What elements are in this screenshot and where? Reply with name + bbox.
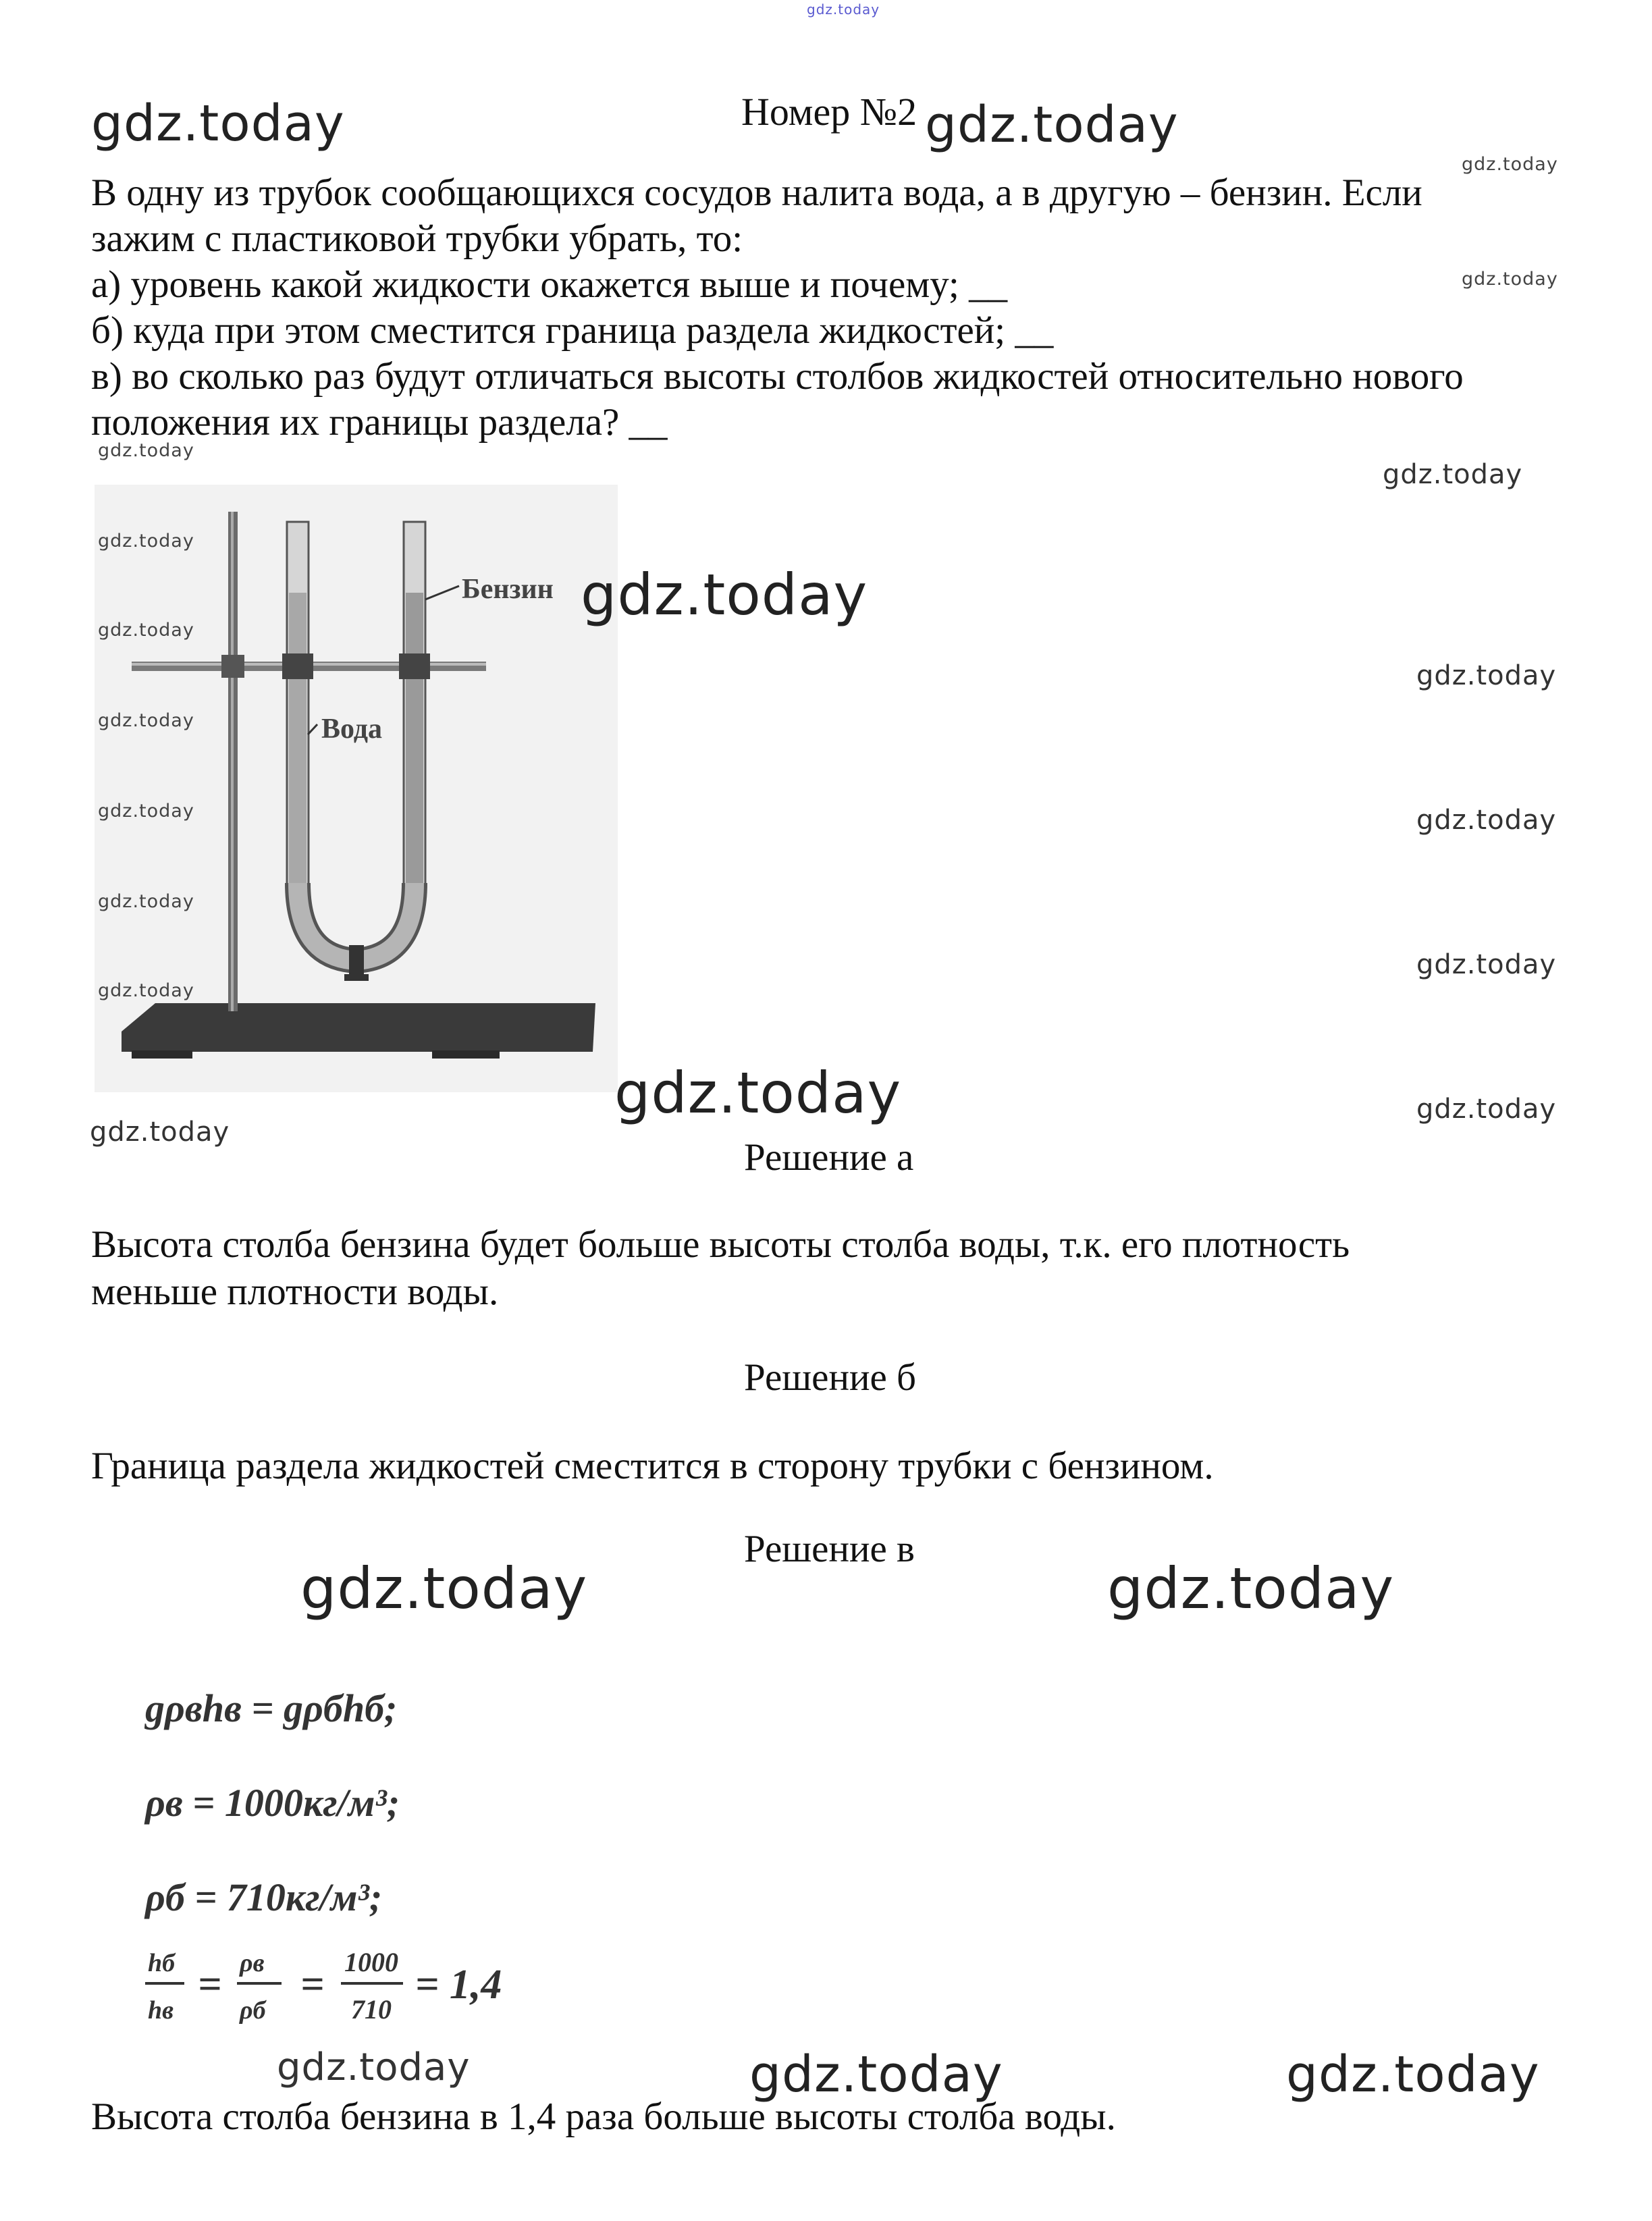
watermark-small: gdz.today [90, 1117, 230, 1148]
watermark-top: gdz.today [807, 1, 880, 18]
task-line-5: в) во сколько раз будут отличаться высоты столбов жидкостей относительно нового [91, 355, 1464, 398]
watermark-small: gdz.today [98, 440, 194, 461]
formula-rho-v: ρв = 1000кг/м³; [145, 1781, 400, 1825]
heading-solution-b: Решение б [744, 1356, 916, 1399]
watermark: gdz.today [300, 1555, 588, 1622]
u-tube-figure [95, 485, 618, 1092]
task-line-1: В одну из трубок сообщающихся сосудов налита вода, а в другую – бензин. Если [91, 171, 1422, 214]
watermark: gdz.today [1286, 2045, 1540, 2104]
svg-text:=: = [198, 1962, 222, 2008]
formula-line-1: gρвhв = gρбhб; [145, 1686, 398, 1730]
ratio-num-right: 1000 [344, 1947, 398, 1977]
watermark-small: gdz.today [98, 891, 194, 912]
heading-solution-a: Решение а [744, 1136, 914, 1179]
watermark-small: gdz.today [98, 620, 194, 641]
watermark-small: gdz.today [1383, 459, 1523, 490]
watermark-small: gdz.today [277, 2045, 471, 2089]
task-line-4: б) куда при этом сместится граница раздела жидкостей; __ [91, 309, 1054, 352]
ratio-den-mid: ρб [240, 1996, 266, 2025]
task-line-6: положения их границы раздела? __ [91, 401, 668, 444]
formula-result: = 1,4 [415, 1962, 502, 2008]
watermark: gdz.today [925, 96, 1179, 154]
watermark-small: gdz.today [98, 710, 194, 731]
label-benzin: Бензин [462, 574, 554, 605]
watermark: gdz.today [1107, 1555, 1395, 1622]
formula-block [138, 1681, 611, 2059]
heading-solution-v: Решение в [744, 1528, 915, 1570]
solution-v-conclusion: Высота столба бензина в 1,4 раза больше высоты столба воды. [91, 2095, 1116, 2138]
ratio-den-left: hв [148, 1996, 174, 2025]
watermark-small: gdz.today [98, 801, 194, 822]
watermark: gdz.today [749, 2045, 1003, 2104]
watermark-small: gdz.today [1416, 660, 1557, 691]
watermark-small: gdz.today [1416, 805, 1557, 836]
solution-b-line-1: Граница раздела жидкостей сместится в сторону трубки с бензином. [91, 1445, 1214, 1487]
solution-a-line-1: Высота столба бензина будет больше высоты столба воды, т.к. его плотность [91, 1223, 1350, 1266]
watermark-small: gdz.today [98, 980, 194, 1001]
watermark: gdz.today [614, 1060, 902, 1126]
ratio-num-left: hб [148, 1949, 176, 1977]
formula-rho-b: ρб = 710кг/м³; [145, 1875, 383, 1919]
watermark-small: gdz.today [1462, 154, 1558, 175]
solution-a-line-2: меньше плотности воды. [91, 1270, 499, 1313]
page-title: Номер №2 [741, 90, 917, 134]
watermark-small: gdz.today [1462, 269, 1558, 290]
svg-text:=: = [300, 1962, 325, 2008]
watermark: gdz.today [581, 562, 868, 628]
watermark: gdz.today [91, 95, 345, 153]
watermark-small: gdz.today [98, 531, 194, 552]
task-line-2: зажим с пластиковой трубки убрать, то: [91, 217, 743, 260]
watermark-small: gdz.today [1416, 949, 1557, 980]
watermark-small: gdz.today [1416, 1094, 1557, 1125]
ratio-den-right: 710 [351, 1994, 392, 2025]
label-voda: Вода [321, 714, 383, 745]
task-line-3: а) уровень какой жидкости окажется выше и почему; __ [91, 263, 1008, 306]
ratio-num-mid: ρв [240, 1949, 265, 1977]
